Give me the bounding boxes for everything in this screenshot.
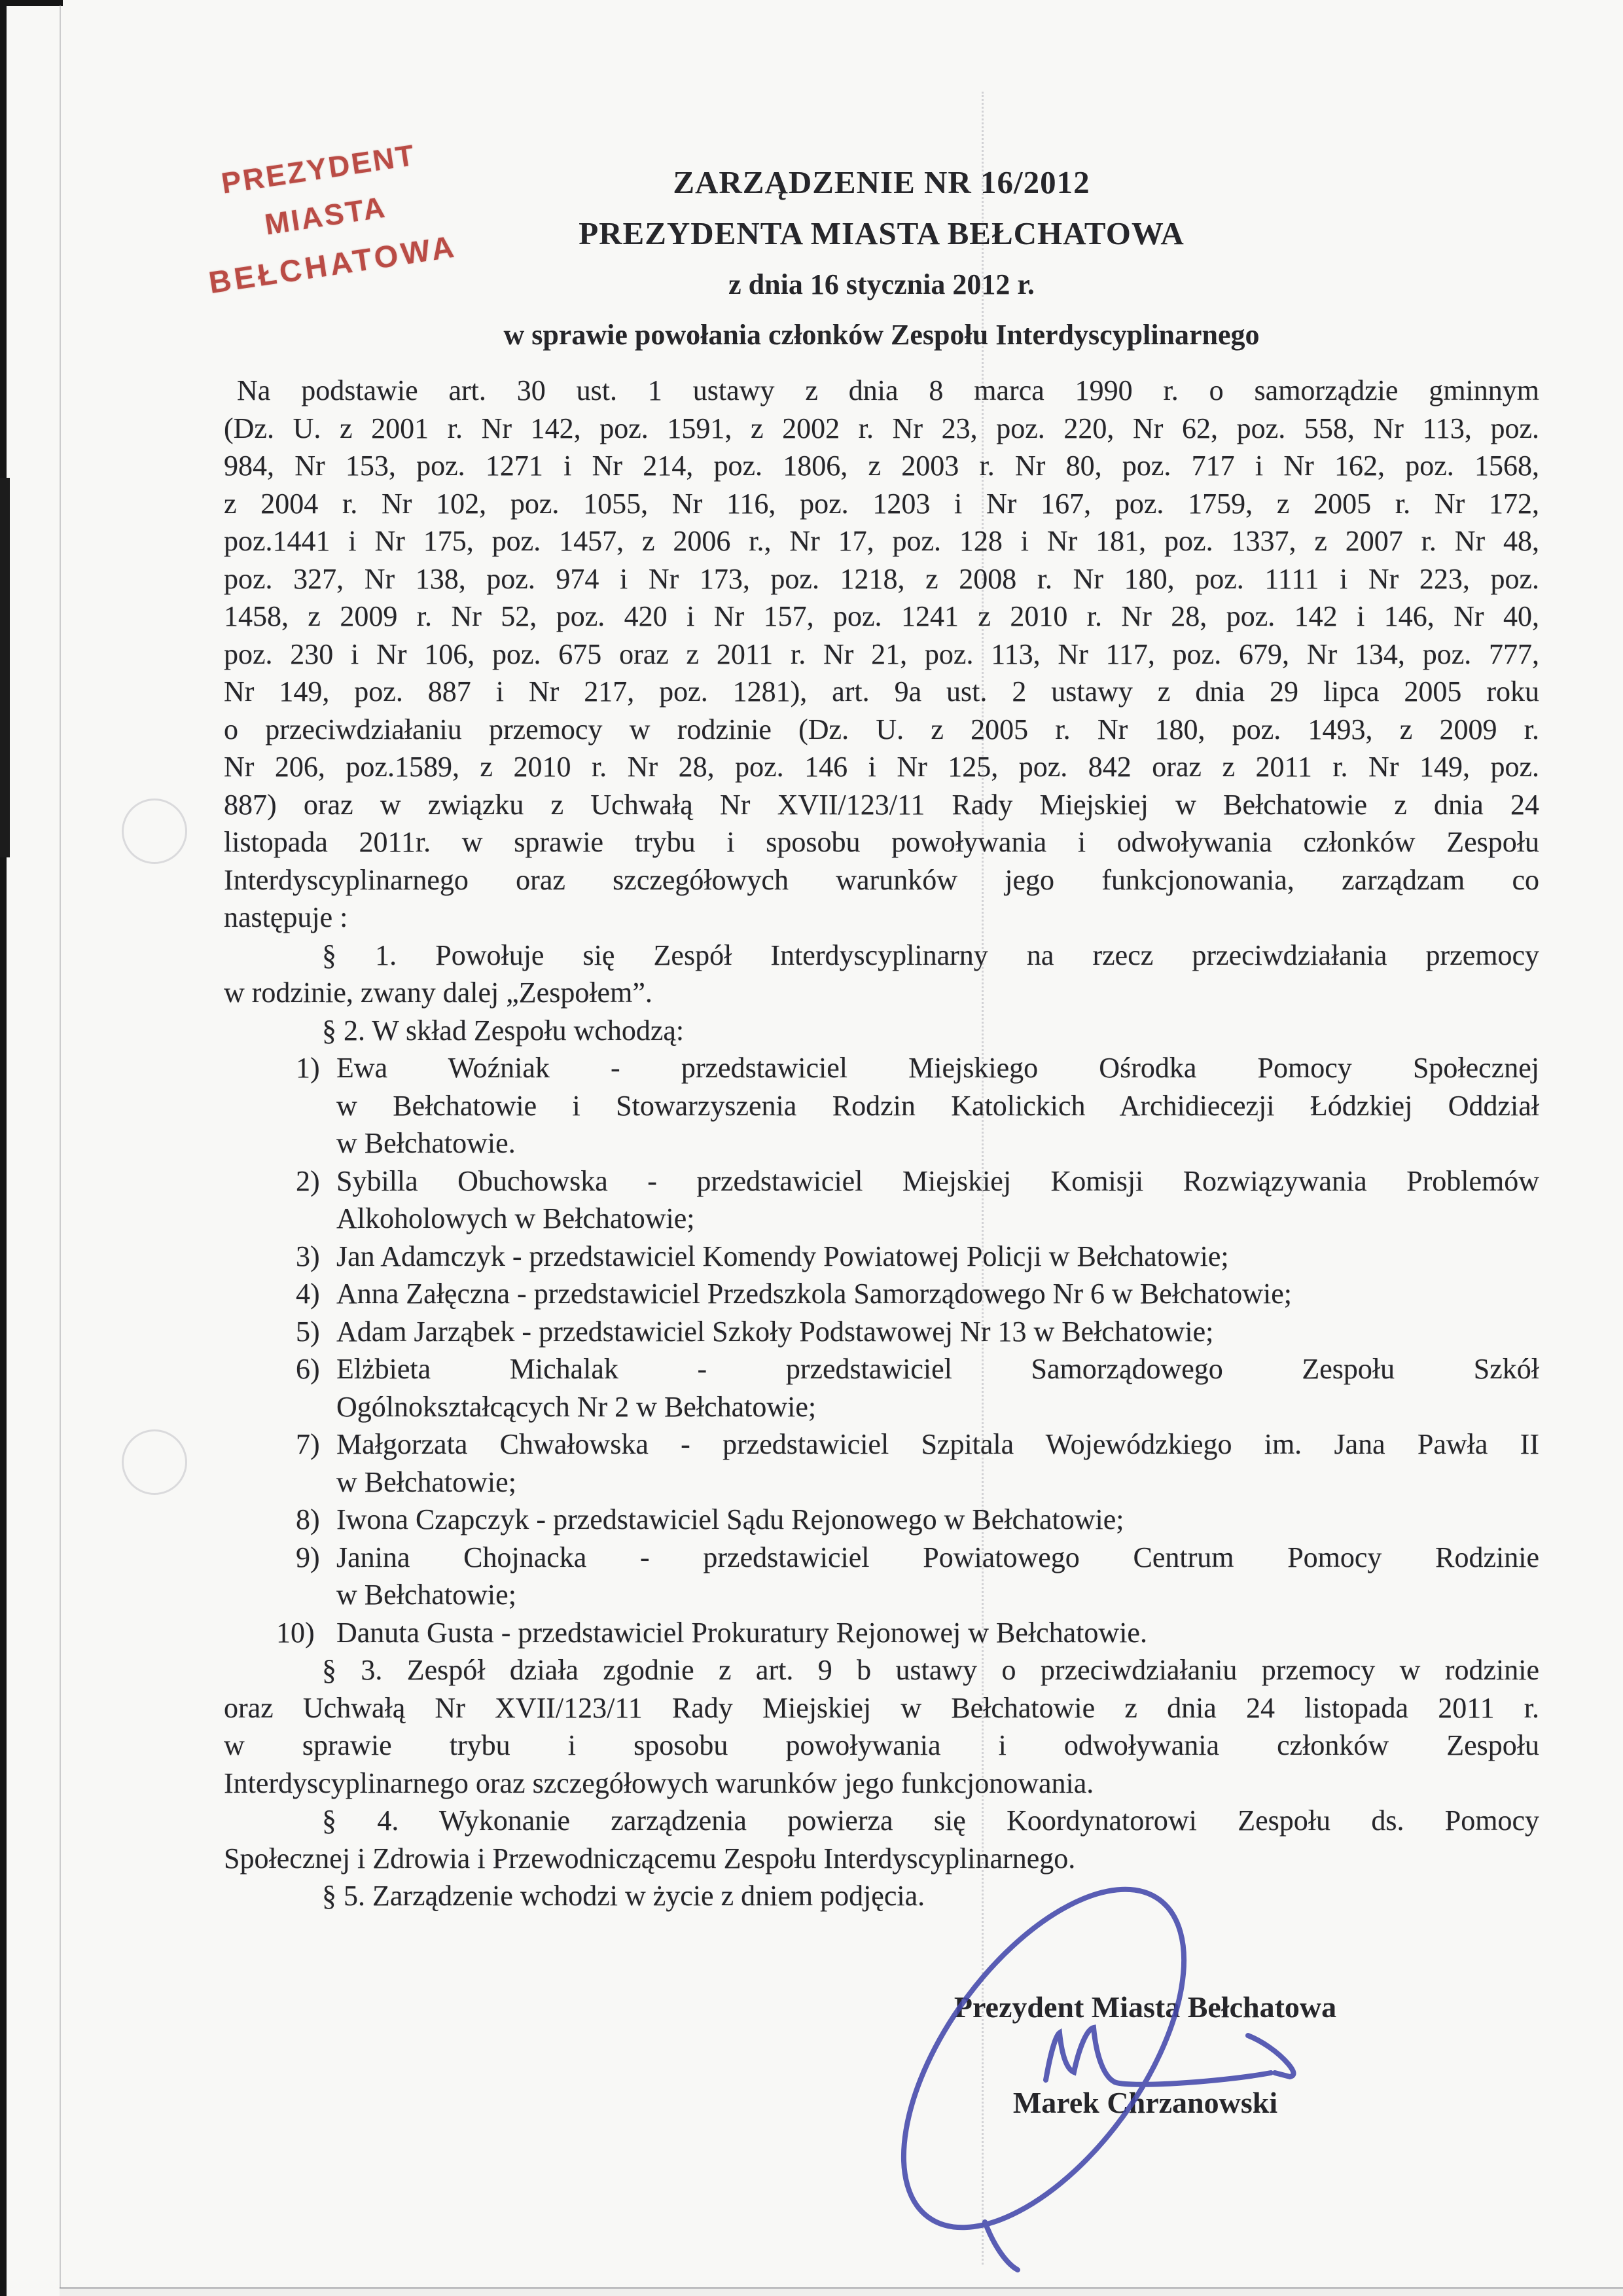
document-body bbox=[224, 372, 1539, 1915]
section-4-line: § 4. Wykonanie zarządzenia powierza się Koordynatorowi Zespołu ds. Pomocy bbox=[322, 1804, 1539, 1837]
document-line: listopada 2011r. w sprawie trybu i sposobu powoływania i odwoływania członków Zespołu bbox=[224, 826, 1539, 858]
list-item-number: 5) bbox=[296, 1315, 320, 1348]
list-item-text: Ewa Woźniak - przedstawiciel Miejskiego Ośrodka Pomocy Społecznej bbox=[336, 1052, 1539, 1084]
list-item-continuation: w Bełchatowie; bbox=[336, 1465, 516, 1498]
document-line: 887) oraz w związku z Uchwałą Nr XVII/123/11 Rady Miejskiej w Bełchatowie z dnia 24 bbox=[224, 788, 1539, 821]
document-title-subject: w sprawie powołania członków Zespołu Interdyscyplinarnego bbox=[503, 319, 1260, 351]
list-item-text: Elżbieta Michalak - przedstawiciel Samorządowego Zespołu Szkół bbox=[336, 1353, 1539, 1385]
page-edge-line bbox=[60, 5, 61, 2288]
section-3-line: w sprawie trybu i sposobu powoływania i odwoływania członków Zespołu bbox=[224, 1729, 1539, 1761]
list-item bbox=[224, 1313, 1539, 1351]
document-line: poz.1441 i Nr 175, poz. 1457, z 2006 r., Nr 17, poz. 128 i Nr 181, poz. 1337, z 2007 r. Nr 48, bbox=[224, 525, 1539, 557]
signature-name: Marek Chrzanowski bbox=[1012, 2086, 1278, 2119]
list-item-continuation: Ogólnokształcących Nr 2 w Bełchatowie; bbox=[336, 1390, 817, 1423]
hole-punch-mark bbox=[122, 798, 187, 864]
section-3-line: oraz Uchwałą Nr XVII/123/11 Rady Miejskiej w Bełchatowie z dnia 24 listopada 2011 r. bbox=[224, 1691, 1539, 1724]
hole-punch-mark bbox=[122, 1429, 187, 1495]
list-item-text: Anna Załęczna - przedstawiciel Przedszkola Samorządowego Nr 6 w Bełchatowie; bbox=[336, 1278, 1292, 1310]
document-line: Interdyscyplinarnego oraz szczegółowych warunków jego funkcjonowania, zarządzam co bbox=[224, 863, 1539, 896]
document-line: Nr 206, poz.1589, z 2010 r. Nr 28, poz. 146 i Nr 125, poz. 842 oraz z 2011 r. Nr 149, poz. bbox=[224, 751, 1539, 783]
list-item bbox=[224, 1049, 1539, 1087]
document-line: Na podstawie art. 30 ust. 1 ustawy z dnia 8 marca 1990 r. o samorządzie gminnym bbox=[237, 374, 1539, 406]
scan-background bbox=[60, 2289, 1623, 2296]
list-item-continuation: w Bełchatowie; bbox=[336, 1579, 516, 1611]
list-item bbox=[224, 1426, 1539, 1463]
list-item bbox=[224, 1614, 1539, 1652]
list-item-number: 3) bbox=[296, 1240, 320, 1272]
signature-scribble bbox=[851, 1865, 1374, 2291]
list-item bbox=[224, 1539, 1539, 1577]
document-line: o przeciwdziałaniu przemocy w rodzinie (Dz. U. z 2005 r. Nr 180, poz. 1493, z 2009 r. bbox=[224, 713, 1539, 745]
document-title-number: ZARZĄDZENIE NR 16/2012 bbox=[673, 164, 1090, 200]
signature-title: Prezydent Miasta Bełchatowa bbox=[954, 1990, 1337, 2024]
list-item-text: Sybilla Obuchowska - przedstawiciel Miejskiej Komisji Rozwiązywania Problemów bbox=[336, 1164, 1539, 1197]
section-3-line: § 3. Zespół działa zgodnie z art. 9 b ustawy o przeciwdziałaniu przemocy w rodzinie bbox=[322, 1654, 1539, 1686]
list-item-text: Janina Chojnacka - przedstawiciel Powiatowego Centrum Pomocy Rodzinie bbox=[336, 1541, 1539, 1573]
section-2-line: § 2. W skład Zespołu wchodzą: bbox=[322, 1014, 685, 1047]
list-item-continuation: Alkoholowych w Bełchatowie; bbox=[336, 1202, 695, 1234]
document-title-date: z dnia 16 stycznia 2012 r. bbox=[728, 268, 1035, 300]
document-line: Nr 149, poz. 887 i Nr 217, poz. 1281), art. 9a ust. 2 ustawy z dnia 29 lipca 2005 roku bbox=[224, 675, 1539, 708]
list-item-number: 1) bbox=[296, 1052, 320, 1084]
list-item-number: 8) bbox=[296, 1503, 320, 1535]
list-item bbox=[224, 1350, 1539, 1388]
document-line: poz. 327, Nr 138, poz. 974 i Nr 173, poz. 1218, z 2008 r. Nr 180, poz. 1111 i Nr 223, poz. bbox=[224, 562, 1539, 595]
document-line: poz. 230 i Nr 106, poz. 675 oraz z 2011 r. Nr 21, poz. 113, Nr 117, poz. 679, Nr 134, poz. 777, bbox=[224, 637, 1539, 670]
document-line: 1458, z 2009 r. Nr 52, poz. 420 i Nr 157, poz. 1241 z 2010 r. Nr 28, poz. 142 i 146, Nr 40, bbox=[224, 600, 1539, 632]
scan-edge-artifact bbox=[0, 0, 63, 6]
list-item-text: Małgorzata Chwałowska - przedstawiciel Szpitala Wojewódzkiego im. Jana Pawła II bbox=[336, 1428, 1539, 1460]
list-item-text: Adam Jarząbek - przedstawiciel Szkoły Podstawowej Nr 13 w Bełchatowie; bbox=[336, 1315, 1214, 1348]
list-item bbox=[224, 1501, 1539, 1539]
list-item bbox=[224, 1238, 1539, 1276]
stamp-text: BEŁCHATOWA bbox=[206, 228, 459, 300]
scan-edge-artifact bbox=[0, 478, 10, 857]
list-item-number: 7) bbox=[296, 1428, 320, 1460]
section-3-line: Interdyscyplinarnego oraz szczegółowych warunków jego funkcjonowania. bbox=[224, 1767, 1094, 1799]
document-line: następuje : bbox=[224, 901, 348, 933]
list-item bbox=[224, 1162, 1539, 1200]
list-item bbox=[224, 1275, 1539, 1313]
list-item-number: 9) bbox=[296, 1541, 320, 1573]
list-item-text: Jan Adamczyk - przedstawiciel Komendy Powiatowej Policji w Bełchatowie; bbox=[336, 1240, 1229, 1272]
section-1-line: w rodzinie, zwany dalej „Zespołem”. bbox=[224, 977, 652, 1009]
list-item-continuation: w Bełchatowie. bbox=[336, 1127, 516, 1159]
document-title-issuer: PREZYDENTA MIASTA BEŁCHATOWA bbox=[579, 215, 1185, 251]
scan-edge-artifact bbox=[0, 0, 7, 2296]
document-line: (Dz. U. z 2001 r. Nr 142, poz. 1591, z 2002 r. Nr 23, poz. 220, Nr 62, poz. 558, Nr 113, poz. bbox=[224, 412, 1539, 444]
list-item-number: 6) bbox=[296, 1353, 320, 1385]
document-line: z 2004 r. Nr 102, poz. 1055, Nr 116, poz. 1203 i Nr 167, poz. 1759, z 2005 r. Nr 172, bbox=[224, 487, 1539, 520]
list-item-number: 4) bbox=[296, 1278, 320, 1310]
list-item-text: Danuta Gusta - przedstawiciel Prokuratury Rejonowej w Bełchatowie. bbox=[336, 1616, 1147, 1649]
list-item-number: 10) bbox=[276, 1616, 315, 1649]
section-1-line: § 1. Powołuje się Zespół Interdyscyplinarny na rzecz przeciwdziałania przemocy bbox=[322, 939, 1539, 971]
stamp-text: PREZYDENT MIASTA bbox=[219, 137, 418, 242]
list-item-number: 2) bbox=[296, 1164, 320, 1197]
list-item-text: Iwona Czapczyk - przedstawiciel Sądu Rejonowego w Bełchatowie; bbox=[336, 1503, 1124, 1535]
section-4-line: Społecznej i Zdrowia i Przewodniczącemu Zespołu Interdyscyplinarnego. bbox=[224, 1842, 1076, 1874]
document-line: 984, Nr 153, poz. 1271 i Nr 214, poz. 1806, z 2003 r. Nr 80, poz. 717 i Nr 162, poz. 1568, bbox=[224, 450, 1539, 482]
document-header bbox=[224, 157, 1539, 360]
list-item-continuation: w Bełchatowie i Stowarzyszenia Rodzin Katolickich Archidiecezji Łódzkiej Oddział bbox=[336, 1089, 1539, 1122]
section-5-line: § 5. Zarządzenie wchodzi w życie z dniem podjęcia. bbox=[322, 1880, 925, 1912]
